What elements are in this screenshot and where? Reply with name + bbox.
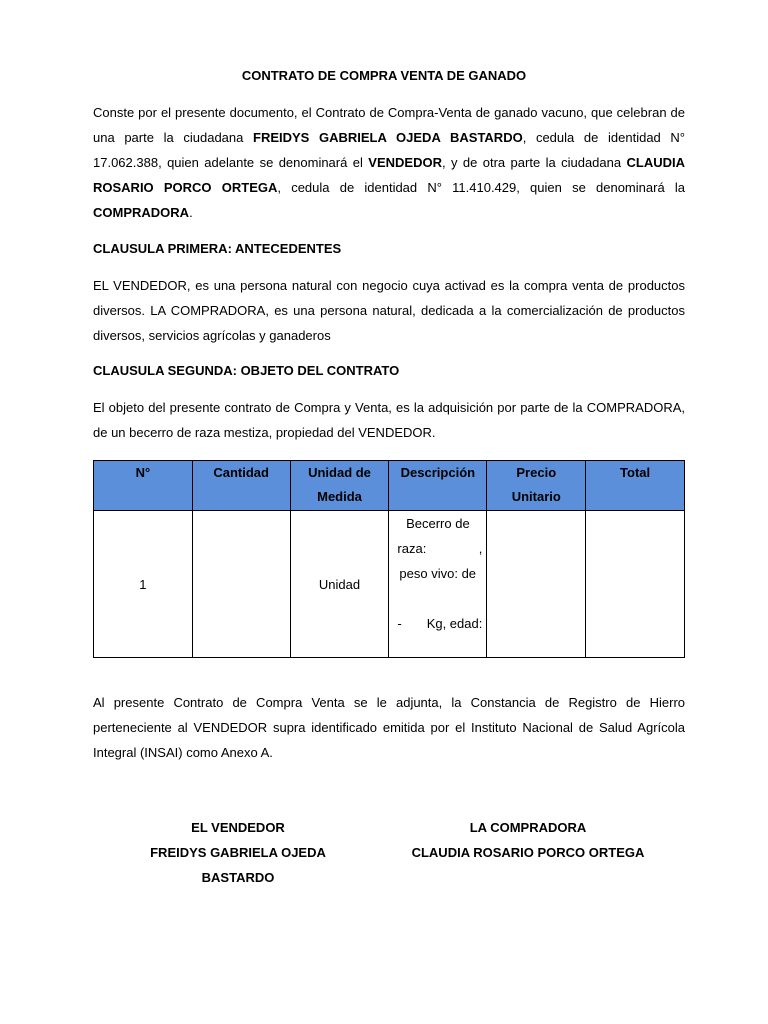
table-row xyxy=(94,511,685,658)
desc-line4b: Kg, edad: xyxy=(426,616,483,631)
intro-text-4: , cedula de identidad N° 11.410.429, quien se denominará la xyxy=(277,180,685,195)
clause1-text: EL VENDEDOR, es una persona natural con negocio cuya activad es la compra venta de productos diversos. LA COMPRADORA, es una persona natural, dedicada a la comercialización de productos diversos, servicios agrícolas y ganaderos xyxy=(93,278,685,343)
clause2-heading: CLAUSULA SEGUNDA: OBJETO DEL CONTRATO xyxy=(93,363,400,378)
desc-line3: peso vivo: de xyxy=(399,566,477,581)
intro-text-5: . xyxy=(189,205,193,220)
intro-paragraph xyxy=(93,100,685,225)
header-desc: Descripción xyxy=(389,461,487,511)
desc-line2b: , xyxy=(478,541,483,556)
cell-unit: Unidad xyxy=(290,511,389,658)
items-table xyxy=(93,460,685,658)
header-total: Total xyxy=(586,461,685,511)
cell-price xyxy=(487,511,586,658)
buyer-signature-role: LA COMPRADORA xyxy=(469,820,587,835)
header-num: N° xyxy=(94,461,193,511)
seller-name: FREIDYS GABRIELA OJEDA BASTARDO xyxy=(253,130,523,145)
seller-signature-block xyxy=(118,815,358,890)
header-unit-line2: Medida xyxy=(317,489,362,504)
closing-paragraph: Al presente Contrato de Compra Venta se le adjunta, la Constancia de Registro de Hierro perteneciente al VENDEDOR supra identificado emitida por el Instituto Nacional de Salud Agrícola Integral (INSAI) como Anexo A. xyxy=(93,695,685,760)
cell-total xyxy=(586,511,685,658)
buyer-role: COMPRADORA xyxy=(93,205,190,220)
cell-desc xyxy=(389,511,487,658)
intro-text-1: Conste por el presente documento, el Contrato de Compra-Venta de ganado vacuno, que celebran de una parte la ciudadana xyxy=(93,105,685,145)
seller-signature-name: FREIDYS GABRIELA OJEDA BASTARDO xyxy=(150,845,326,885)
cell-qty xyxy=(192,511,290,658)
seller-role: VENDEDOR xyxy=(368,155,442,170)
header-price-line2: Unitario xyxy=(511,489,561,504)
desc-line2 xyxy=(393,536,482,561)
clause1-heading: CLAUSULA PRIMERA: ANTECEDENTES xyxy=(93,241,342,256)
clause2-text: El objeto del presente contrato de Compra y Venta, es la adquisición por parte de la COMPRADORA, de un becerro de raza mestiza, propiedad del VENDEDOR. xyxy=(93,400,685,440)
intro-text-3: , y de otra parte la ciudadana xyxy=(441,155,627,170)
buyer-name: CLAUDIA ROSARIO PORCO ORTEGA xyxy=(93,155,685,195)
desc-line4a: - xyxy=(397,616,402,631)
header-qty: Cantidad xyxy=(192,461,290,511)
desc-line1: Becerro de xyxy=(406,516,470,531)
header-price xyxy=(487,461,586,511)
desc-line4 xyxy=(393,586,482,636)
buyer-signature-block xyxy=(408,815,648,865)
buyer-signature-name: CLAUDIA ROSARIO PORCO ORTEGA xyxy=(411,845,645,860)
table-header-row xyxy=(94,461,685,511)
desc-line2a: raza: xyxy=(397,541,427,556)
header-unit xyxy=(290,461,389,511)
document-title: CONTRATO DE COMPRA VENTA DE GANADO xyxy=(241,68,527,83)
header-price-line1: Precio xyxy=(516,465,557,480)
cell-num: 1 xyxy=(94,511,193,658)
header-unit-line1: Unidad de xyxy=(308,465,371,480)
seller-signature-role: EL VENDEDOR xyxy=(191,820,285,835)
intro-text-2: , cedula de identidad N° 17.062.388, quien adelante se denominará el xyxy=(93,130,686,170)
